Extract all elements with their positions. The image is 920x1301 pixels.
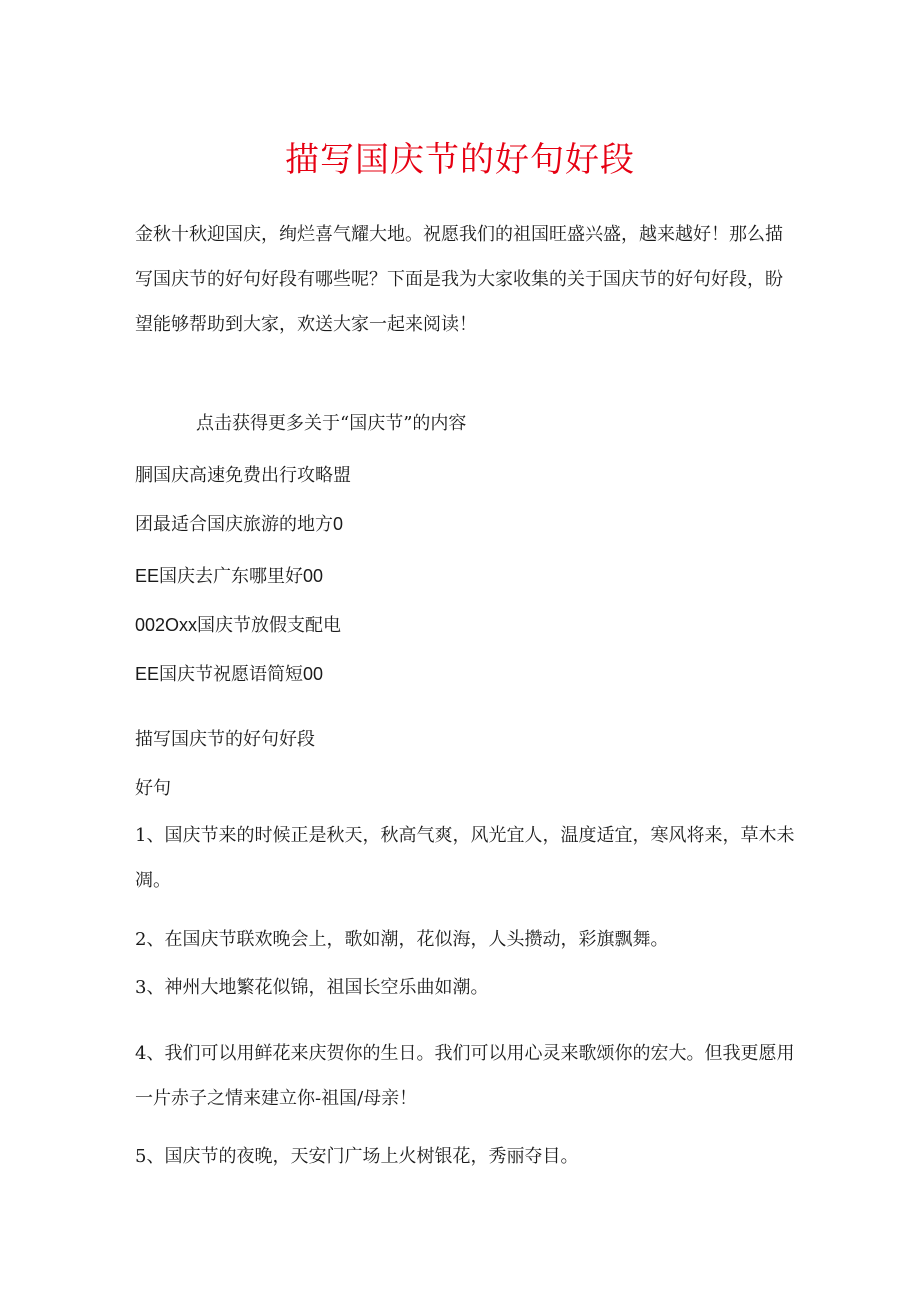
list-item: 1、国庆节来的时候正是秋天，秋高气爽，风光宜人，温度适宜，寒风将来，草木未凋。 [135, 825, 795, 891]
links-intro: 点击获得更多关于“国庆节”的内容 [196, 413, 467, 434]
page-title: 描写国庆节的好句好段 [285, 140, 635, 180]
link-item[interactable]: 胴国庆高速免费出行攻略盟 [135, 465, 351, 485]
subsection-title: 好句 [135, 778, 171, 799]
link-item[interactable]: EE国庆节祝愿语简短00 [135, 664, 324, 684]
link-item[interactable]: 002Oxx国庆节放假支配电 [135, 615, 342, 635]
link-item[interactable]: EE国庆去广东哪里好00 [135, 566, 324, 586]
link-item[interactable]: 团最适合国庆旅游的地方0 [135, 514, 344, 534]
list-item: 5、国庆节的夜晚，天安门广场上火树银花，秀丽夺目。 [135, 1146, 579, 1167]
section-title: 描写国庆节的好句好段 [135, 729, 315, 750]
intro-paragraph: 金秋十秋迎国庆，绚烂喜气耀大地。祝愿我们的祖国旺盛兴盛，越来越好！那么描写国庆节的好句好段有哪些呢？下面是我为大家收集的关于国庆节的好句好段，盼望能够帮助到大家，欢送大家一起来阅读！ [135, 224, 783, 335]
list-item: 4、我们可以用鲜花来庆贺你的生日。我们可以用心灵来歌颂你的宏大。但我更愿用一片赤子之情来建立你-祖国/母亲！ [135, 1043, 795, 1109]
list-item: 3、神州大地繁花似锦，祖国长空乐曲如潮。 [135, 977, 489, 998]
list-item: 2、在国庆节联欢晚会上，歌如潮，花似海，人头攒动，彩旗飘舞。 [135, 929, 669, 950]
